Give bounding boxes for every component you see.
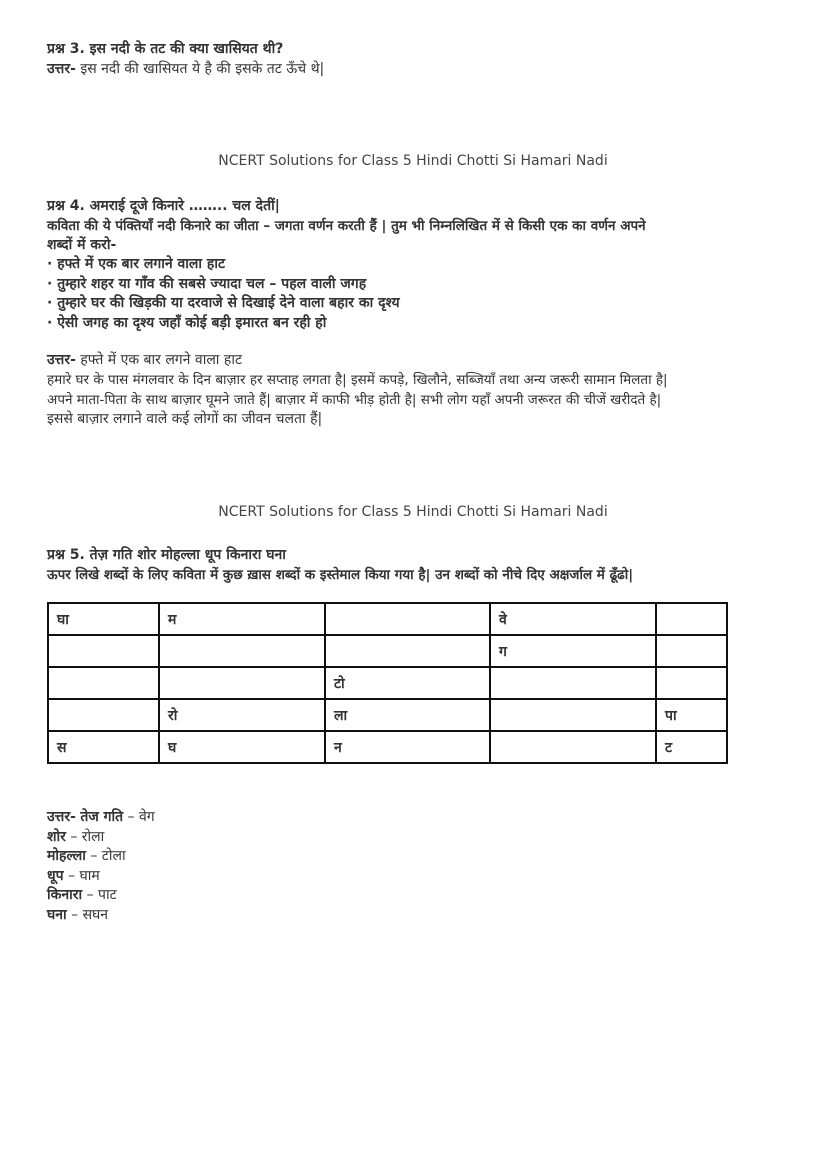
grid-cell: टो	[325, 667, 490, 699]
grid-cell: ला	[325, 699, 490, 731]
q4-option: · तुम्हारे घर की खिड़की या दरवाजे से दिखाई देने वाला बहार का दृश्य	[47, 295, 400, 311]
grid-cell: पा	[656, 699, 727, 731]
q4-answer-line: अपने माता-पिता के साथ बाज़ार घूमने जाते हैं| बाज़ार में काफी भीड़ होती है| सभी लोग यहाँ अपनी जरूरत की चीजें खरीदते है|	[47, 392, 662, 408]
q5-answer-word: घना	[47, 907, 67, 923]
grid-cell	[490, 667, 656, 699]
q3-answer-text: इस नदी की खासियत ये है की इसके तट ऊँचे थे|	[75, 61, 325, 77]
q5-prompt: ऊपर लिखे शब्दों के लिए कविता में कुछ ख़ास शब्दों क इस्तेमाल किया गया है| उन शब्दों को नीचे दिए अक्षर्जाल में ढूँढो|	[47, 567, 634, 583]
grid-row	[48, 603, 727, 635]
q4-answer-heading	[47, 350, 242, 370]
q5-answer-meaning: – वेग	[123, 809, 155, 825]
q5-answer-row	[47, 827, 104, 847]
grid-cell	[159, 635, 325, 667]
grid-cell	[325, 635, 490, 667]
q5-answer-meaning: – पाट	[82, 887, 117, 903]
grid-cell	[490, 731, 656, 763]
grid-row	[48, 635, 727, 667]
word-search-grid	[47, 602, 728, 764]
q5-answer-row	[47, 866, 100, 886]
q5-answer-meaning: – रोला	[65, 829, 105, 845]
q3-answer	[47, 59, 324, 79]
grid-cell: न	[325, 731, 490, 763]
q4-option: · हफ्ते में एक बार लगाने वाला हाट	[47, 256, 226, 272]
grid-cell	[656, 635, 727, 667]
q5-answer-word: किनारा	[47, 887, 83, 903]
q4-prompt-line2: शब्दों में करो-	[47, 237, 117, 253]
grid-cell	[325, 603, 490, 635]
grid-cell: ट	[656, 731, 727, 763]
grid-cell: ग	[490, 635, 656, 667]
q4-option: · ऐसी जगह का दृश्य जहाँ कोई बड़ी इमारत बन रही हो	[47, 315, 327, 331]
q4-answer-line: हमारे घर के पास मंगलवार के दिन बाज़ार हर सप्ताह लगता है| इसमें कपड़े, खिलौने, सब्जियाँ तथा अन्य जरूरी सामान मिलता है|	[47, 372, 668, 388]
grid-cell	[48, 635, 159, 667]
grid-row	[48, 667, 727, 699]
grid-cell	[656, 667, 727, 699]
q5-answer-row	[47, 807, 155, 827]
q5-answer-row	[47, 885, 117, 905]
grid-cell	[48, 699, 159, 731]
grid-cell: वे	[490, 603, 656, 635]
q4-answer-label: उत्तर-	[47, 352, 76, 368]
q5-answer-word: शोर	[47, 829, 66, 845]
q5-answer-row	[47, 846, 126, 866]
grid-cell: स	[48, 731, 159, 763]
q5-answer-meaning: – टोला	[85, 848, 126, 864]
q3-question: प्रश्न 3. इस नदी के तट की क्या खासियत थी?	[47, 41, 284, 57]
page-header-1: NCERT Solutions for Class 5 Hindi Chotti Si Hamari Nadi	[218, 153, 608, 169]
grid-cell	[656, 603, 727, 635]
grid-cell	[48, 667, 159, 699]
q5-answer-label: उत्तर-	[47, 809, 76, 825]
grid-row	[48, 699, 727, 731]
page-header-2: NCERT Solutions for Class 5 Hindi Chotti Si Hamari Nadi	[218, 504, 608, 520]
q5-answer-meaning: – घाम	[63, 868, 100, 884]
q5-answer-row	[47, 905, 108, 925]
grid-cell: घा	[48, 603, 159, 635]
q4-option: · तुम्हारे शहर या गाँव की सबसे ज्यादा चल – पहल वाली जगह	[47, 276, 367, 292]
q3-answer-label: उत्तर-	[47, 61, 76, 77]
grid-row	[48, 731, 727, 763]
q4-answer-line: इससे बाज़ार लगाने वाले कई लोगों का जीवन चलता हैं|	[47, 411, 323, 427]
q4-answer-title: हफ्ते में एक बार लगने वाला हाट	[75, 352, 243, 368]
q5-answer-word: तेज गति	[80, 809, 124, 825]
q5-answer-word: धूप	[47, 868, 64, 884]
q4-question: प्रश्न 4. अमराई दूजे किनारे …….. चल देतीं|	[47, 198, 280, 214]
grid-cell: रो	[159, 699, 325, 731]
grid-cell	[490, 699, 656, 731]
q5-answer-meaning: – सघन	[66, 907, 109, 923]
q4-prompt-line1: कविता की ये पंक्तियाँ नदी किनारे का जीता – जगता वर्णन करती हैं | तुम भी निम्नलिखित में से किसी एक का वर्णन अपने	[47, 218, 646, 234]
grid-cell: घ	[159, 731, 325, 763]
q5-answer-word: मोहल्ला	[47, 848, 86, 864]
grid-cell	[159, 667, 325, 699]
grid-cell: म	[159, 603, 325, 635]
q5-question: प्रश्न 5. तेज़ गति शोर मोहल्ला धूप किनारा घना	[47, 547, 286, 563]
